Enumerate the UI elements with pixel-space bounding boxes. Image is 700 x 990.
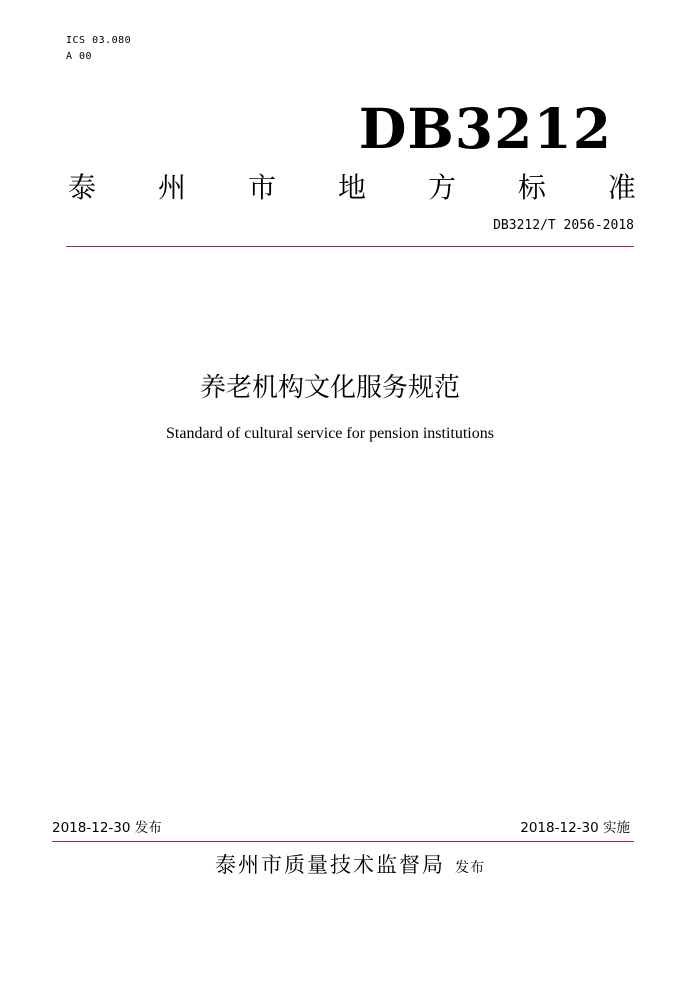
publisher-suffix: 发布 xyxy=(455,860,485,876)
category-code: A 00 xyxy=(66,51,93,62)
issue-date: 2018-12-30 发布 xyxy=(52,820,162,836)
document-title-chinese: 养老机构文化服务规范 xyxy=(199,373,460,403)
bottom-divider xyxy=(52,841,634,842)
ics-code: ICS 03.080 xyxy=(66,35,132,46)
standard-name-char: 市 xyxy=(247,171,276,204)
document-title-english: Standard of cultural service for pension institutions xyxy=(166,425,494,442)
standard-name xyxy=(68,168,636,208)
standard-name-char: 准 xyxy=(607,171,636,204)
publisher-name: 泰州市质量技术监督局 xyxy=(215,853,445,877)
standard-number: DB3212/T 2056-2018 xyxy=(493,218,634,233)
implement-date: 2018-12-30 实施 xyxy=(520,820,630,836)
standard-name-char: 地 xyxy=(337,171,366,204)
standard-name-char: 方 xyxy=(427,171,456,204)
standard-name-char: 泰 xyxy=(68,171,97,204)
standard-name-char: 标 xyxy=(517,171,546,204)
standard-name-char: 州 xyxy=(157,171,186,204)
top-divider xyxy=(66,246,634,247)
ics-block xyxy=(66,33,131,65)
publisher-line xyxy=(0,848,700,882)
standard-code: DB3212 xyxy=(358,96,612,161)
